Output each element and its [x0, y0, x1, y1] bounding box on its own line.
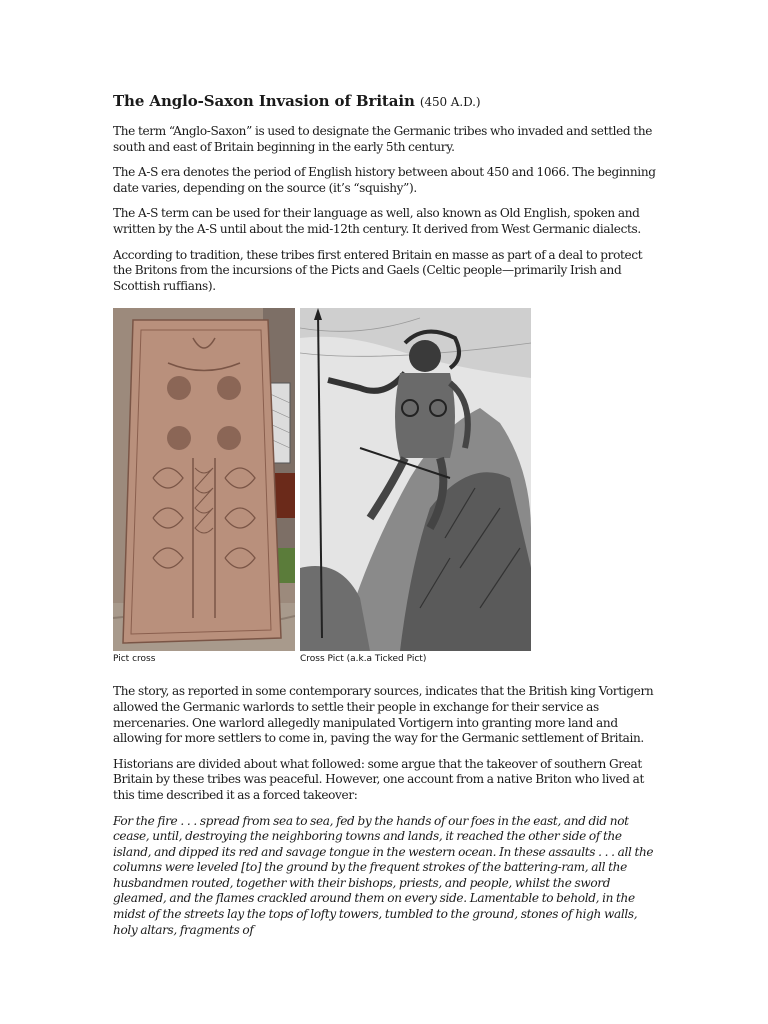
paragraph-2: The A-S era denotes the period of English history between about 450 and 1066. The beginning date varies, depending on the source (it’s “squishy”). [113, 165, 656, 195]
title-date: (450 A.D.) [419, 95, 481, 109]
figure-row [113, 308, 658, 670]
paragraph-4: According to tradition, these tribes first entered Britain en masse as part of a deal to protect the Britons from the incursions of the Picts and Gaels (Celtic people—primarily Irish and Scottish ruffians). [113, 247, 643, 293]
figure-cross-pict [300, 308, 531, 664]
block-quote: For the fire . . . spread from sea to sea, fed by the hands of our foes in the east, and did not cease, until, destroying the neighboring towns and lands, it reached the other side of the island, and dipped its red and savage tongue in the western ocean. In these assaults . . . all the columns were leveled [to] the ground by the frequent strokes of the battering-ram, all the husbandmen routed, together with their bishops, priests, and people, whilst the sword gleamed, and the flames crackled around them on every side. Lamentable to behold, in the midst of the streets lay the tops of lofty towers, tumbled to the ground, stones of high walls, holy altars, fragments of [113, 813, 654, 937]
page-title [113, 92, 658, 110]
title-text: The Anglo-Saxon Invasion of Britain [113, 92, 415, 110]
figure-pict-cross [113, 308, 295, 664]
paragraph-6: Historians are divided about what followed: some argue that the takeover of southern Great Britain by these tribes was peaceful. However, one account from a native Briton who lived at this time described it as a forced takeover: [113, 756, 645, 802]
paragraph-3: The A-S term can be used for their language as well, also known as Old English, spoken and written by the A-S until about the mid-12th century. It derived from West Germanic dialects. [113, 206, 641, 236]
paragraph-5: The story, as reported in some contemporary sources, indicates that the British king Vortigern allowed the Germanic warlords to settle their people in exchange for their service as mercenaries. One warlord allegedly manipulated Vortigern into granting more land and allowing for more settlers to come in, paving the way for the Germanic settlement of Britain. [113, 684, 654, 746]
figure-caption: Pict cross [113, 654, 156, 665]
figure-caption: Cross Pict (a.k.a Ticked Pict) [300, 654, 427, 665]
cross-pict-image [300, 308, 531, 651]
document-page [113, 92, 658, 948]
pict-cross-image [113, 308, 295, 651]
paragraph-1: The term “Anglo-Saxon” is used to designate the Germanic tribes who invaded and settled the south and east of Britain beginning in the early 5th century. [113, 124, 653, 154]
